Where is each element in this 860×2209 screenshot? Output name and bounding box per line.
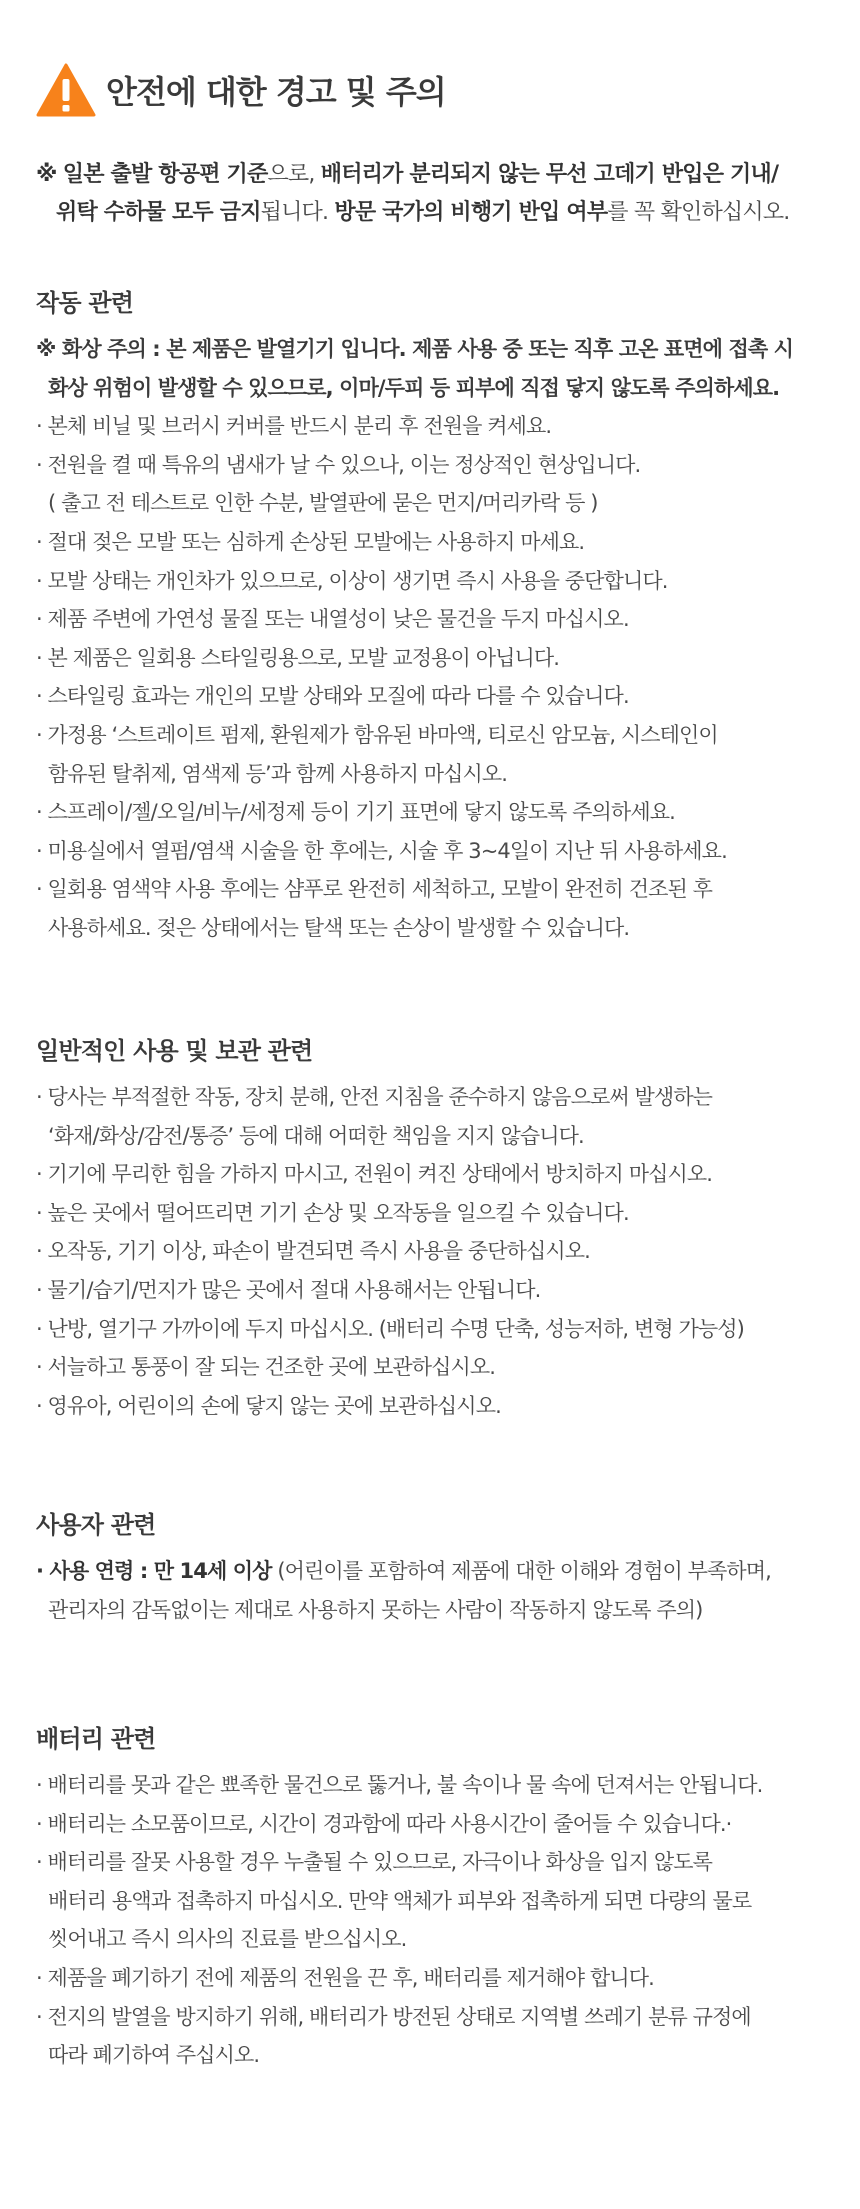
section-battery xyxy=(36,1722,844,2075)
list-item: · 영유아, 어린이의 손에 닿지 않는 곳에 보관하십시오. xyxy=(36,1393,501,1418)
list-item: 사용하세요. 젖은 상태에서는 탈색 또는 손상이 발생할 수 있습니다. xyxy=(48,915,630,940)
section-title-general: 일반적인 사용 및 보관 관련 xyxy=(36,1037,313,1065)
list-item: 씻어내고 즉시 의사의 진료를 받으십시오. xyxy=(48,1927,407,1952)
list-item: · 배터리를 잘못 사용할 경우 누출될 수 있으므로, 자극이나 화상을 입지 않도록 xyxy=(36,1850,713,1875)
notice-line-1 xyxy=(36,156,840,194)
section-title-operation: 작동 관련 xyxy=(36,289,134,317)
notice-bold-4: 방문 국가의 비행기 반입 여부 xyxy=(334,200,608,225)
section-user xyxy=(36,1508,844,1629)
list-item: · 서늘하고 통풍이 잘 되는 건조한 곳에 보관하십시오. xyxy=(36,1355,496,1380)
notice-text-3: 를 꼭 확인하십시오. xyxy=(607,200,790,225)
list-item: · 높은 곳에서 떨어뜨리면 기기 손상 및 오작동을 일으킬 수 있습니다. xyxy=(36,1200,629,1225)
list-item: · 당사는 부적절한 작동, 장치 분해, 안전 지침을 준수하지 않음으로써 발생하는 xyxy=(36,1085,713,1109)
age-note: (어린이를 포함하여 제품에 대한 이해와 경험이 부족하며, xyxy=(271,1559,771,1583)
notice-bold-2: 배터리가 분리되지 않는 무선 고데기 반입은 기내/ xyxy=(320,162,779,187)
list-item: · 미용실에서 열펌/염색 시술을 한 후에는, 시술 후 3~4일이 지난 뒤 사용하세요. xyxy=(36,838,727,863)
notice-bold-1: 일본 출발 항공편 기준 xyxy=(62,162,268,187)
list-item: · 배터리는 소모품이므로, 시간이 경과함에 따라 사용시간이 줄어들 수 있습니다.· xyxy=(36,1811,732,1836)
list-item xyxy=(36,1552,844,1591)
section-title-user: 사용자 관련 xyxy=(36,1511,156,1539)
list-item: · 스타일링 효과는 개인의 모발 상태와 모질에 따라 다를 수 있습니다. xyxy=(36,684,629,709)
notice-paragraph xyxy=(36,156,840,232)
notice-line-2 xyxy=(36,194,840,232)
list-item: · 전원을 켤 때 특유의 냄새가 날 수 있으나, 이는 정상적인 현상입니다. xyxy=(36,452,641,477)
list-item: · 기기에 무리한 힘을 가하지 마시고, 전원이 켜진 상태에서 방치하지 마십시오. xyxy=(36,1162,713,1187)
section-general xyxy=(36,1034,844,1425)
list-item: · 오작동, 기기 이상, 파손이 발견되면 즉시 사용을 중단하십시오. xyxy=(36,1239,590,1264)
notice-text-2: 됩니다. xyxy=(260,200,335,225)
list-item: · 절대 젖은 모발 또는 심하게 손상된 모발에는 사용하지 마세요. xyxy=(36,529,585,554)
burn-warning-line-1: ※ 화상 주의 : 본 제품은 발열기기 입니다. 제품 사용 중 또는 직후 고온 표면에 접촉 시 xyxy=(36,337,794,361)
list-item: · 전지의 발열을 방지하기 위해, 배터리가 방전된 상태로 지역별 쓰레기 분류 규정에 xyxy=(36,2004,751,2029)
list-item: · 물기/습기/먼지가 많은 곳에서 절대 사용해서는 안됩니다. xyxy=(36,1277,541,1302)
section-operation xyxy=(36,286,844,948)
age-label: · 사용 연령 : 만 14세 이상 xyxy=(36,1559,272,1583)
list-item: 관리자의 감독없이는 제대로 사용하지 못하는 사람이 작동하지 않도록 주의) xyxy=(48,1597,703,1622)
list-item: ‘화재/화상/감전/통증’ 등에 대해 어떠한 책임을 지지 않습니다. xyxy=(48,1123,584,1148)
notice-mark: ※ xyxy=(36,162,57,187)
list-item: · 본체 비닐 및 브러시 커버를 반드시 분리 후 전원을 켜세요. xyxy=(36,414,552,439)
list-item: 배터리 용액과 접촉하지 마십시오. 만약 액체가 피부와 접촉하게 되면 다량의 물로 xyxy=(48,1888,752,1913)
warning-triangle-icon xyxy=(36,63,96,117)
list-item: ( 출고 전 테스트로 인한 수분, 발열판에 묻은 먼지/머리카락 등 ) xyxy=(48,491,598,516)
list-item: 함유된 탈취제, 염색제 등’과 함께 사용하지 마십시오. xyxy=(48,761,508,786)
list-item: · 가정용 ‘스트레이트 펌제, 환원제가 함유된 바마액, 티로신 암모늄, 시스테인이 xyxy=(36,722,718,747)
list-item: · 제품 주변에 가연성 물질 또는 내열성이 낮은 물건을 두지 마십시오. xyxy=(36,607,629,632)
notice-bold-3: 위탁 수하물 모두 금지 xyxy=(56,200,261,225)
burn-warning-line-2: 화상 위험이 발생할 수 있으므로, 이마/두피 등 피부에 직접 닿지 않도록 주의하세요. xyxy=(48,375,780,400)
list-item: · 본 제품은 일회용 스타일링용으로, 모발 교정용이 아닙니다. xyxy=(36,645,560,670)
list-item: · 스프레이/젤/오일/비누/세정제 등이 기기 표면에 닿지 않도록 주의하세요. xyxy=(36,800,675,825)
list-item: 따라 폐기하여 주십시오. xyxy=(48,2043,260,2068)
list-item: · 제품을 폐기하기 전에 제품의 전원을 끈 후, 배터리를 제거해야 합니다. xyxy=(36,1965,654,1990)
section-title-battery: 배터리 관련 xyxy=(36,1725,156,1753)
list-item: · 모발 상태는 개인차가 있으므로, 이상이 생기면 즉시 사용을 중단합니다. xyxy=(36,568,668,593)
list-item: · 일회용 염색약 사용 후에는 샴푸로 완전히 세척하고, 모발이 완전히 건조된 후 xyxy=(36,877,713,902)
list-item: · 배터리를 못과 같은 뾰족한 물건으로 뚫거나, 불 속이나 물 속에 던져서는 안됩니다. xyxy=(36,1773,763,1797)
list-item: · 난방, 열기구 가까이에 두지 마십시오. (배터리 수명 단축, 성능저하, 변형 가능성) xyxy=(36,1316,744,1341)
notice-text-1: 으로, xyxy=(267,162,321,187)
header xyxy=(36,62,840,118)
page-title: 안전에 대한 경고 및 주의 xyxy=(106,73,446,111)
